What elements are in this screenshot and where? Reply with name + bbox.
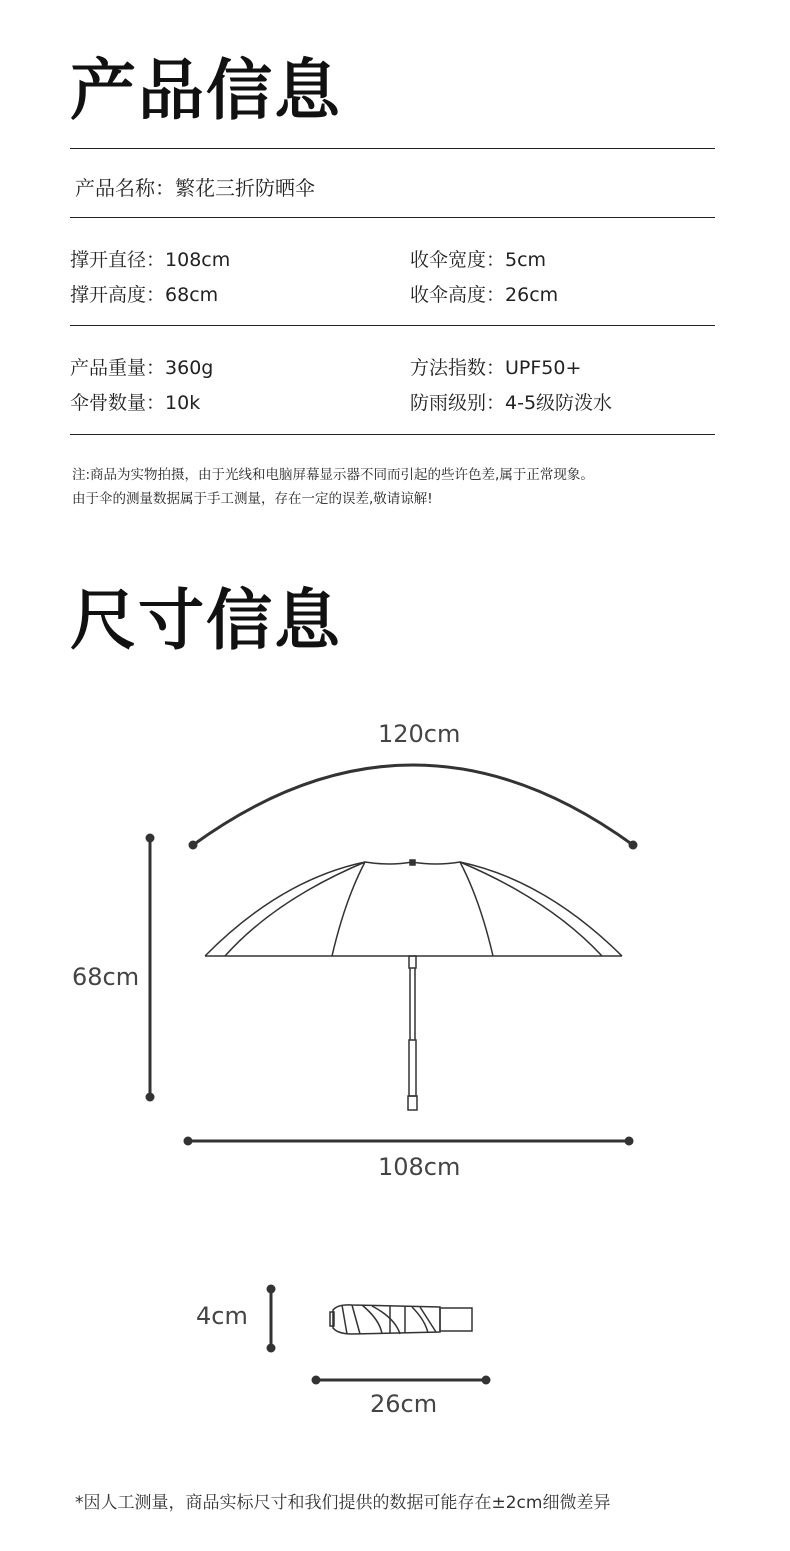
disclaimer-line-1: 注:商品为实物拍摄，由于光线和电脑屏幕显示器不同而引起的些许色差,属于正常现象。 xyxy=(72,467,594,483)
spec-label: 产品重量： xyxy=(70,357,166,379)
arc-length-label: 120cm xyxy=(378,720,461,748)
disclaimer-line-2: 由于伞的测量数据属于手工测量，存在一定的误差,敬请谅解! xyxy=(72,491,433,507)
folded-thickness-label: 4cm xyxy=(196,1302,248,1330)
open-height-label: 68cm xyxy=(72,963,140,991)
measurement-disclaimer: *因人工测量，商品实标尺寸和我们提供的数据可能存在±2cm细微差异 xyxy=(75,1493,611,1513)
spec-value: 4-5级防泼水 xyxy=(505,392,613,414)
product-name-label: 产品名称： xyxy=(75,176,175,200)
size-info-heading: 尺寸信息 xyxy=(70,582,342,659)
spec-value: 108cm xyxy=(165,249,231,271)
folded-thickness-indicator xyxy=(267,1285,276,1353)
folded-length-indicator xyxy=(312,1376,491,1385)
spec-label: 收伞高度： xyxy=(410,284,506,306)
open-diameter-label: 108cm xyxy=(378,1153,461,1181)
diameter-indicator xyxy=(184,1137,634,1146)
spec-label: 伞骨数量： xyxy=(70,392,166,414)
spec-value: 26cm xyxy=(505,284,559,306)
spec-label: 撑开高度： xyxy=(70,284,166,306)
product-name-value: 繁花三折防晒伞 xyxy=(175,176,315,200)
arc-length-indicator xyxy=(189,765,638,850)
spec-label: 方法指数： xyxy=(410,357,506,379)
spec-value: 5cm xyxy=(505,249,547,271)
spec-label: 收伞宽度： xyxy=(410,249,506,271)
spec-value: 10k xyxy=(165,392,201,414)
product-info-heading: 产品信息 xyxy=(70,52,342,129)
spec-label: 撑开直径： xyxy=(70,249,166,271)
spec-value: UPF50+ xyxy=(505,357,582,379)
spec-value: 360g xyxy=(165,357,214,379)
open-umbrella-icon xyxy=(205,860,622,1110)
folded-umbrella-icon xyxy=(330,1305,472,1334)
spec-label: 防雨级别： xyxy=(410,392,506,414)
spec-value: 68cm xyxy=(165,284,219,306)
folded-length-label: 26cm xyxy=(370,1390,438,1418)
height-indicator xyxy=(146,834,155,1102)
